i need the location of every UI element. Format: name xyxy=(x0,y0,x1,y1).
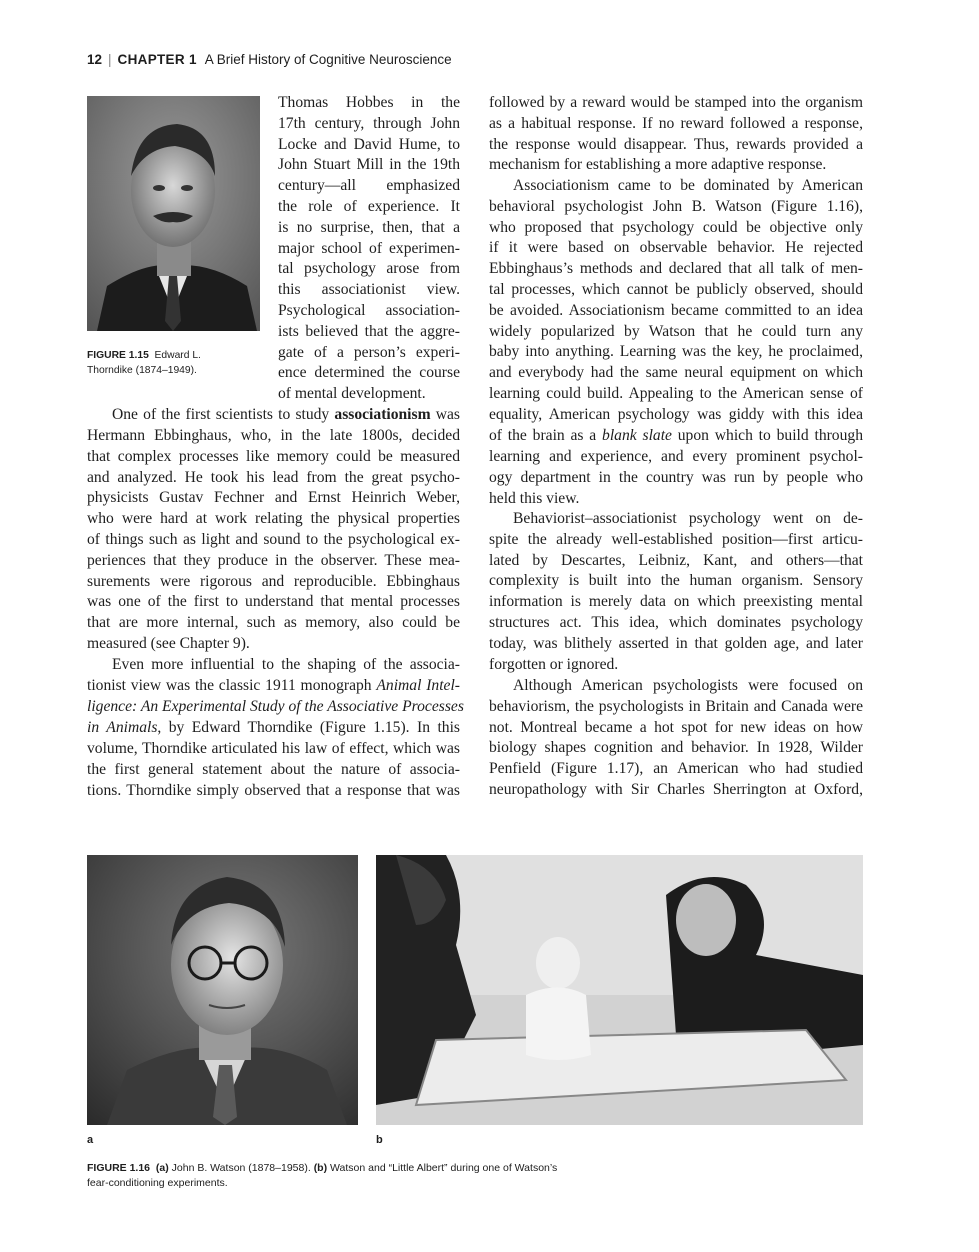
p3-line3 xyxy=(87,697,464,718)
p3-line1: Even more influential to the shaping of the associa- xyxy=(112,656,460,673)
figure-1-16-caption-b-line2: fear-conditioning experiments. xyxy=(87,1177,228,1189)
figure-1-15-label: FIGURE 1.15 xyxy=(87,350,149,361)
text-line: spite the already well-established position—first articu- xyxy=(489,530,863,548)
figure-1-15-caption-line1: Edward L. xyxy=(154,350,201,361)
text-line: held this view. xyxy=(489,489,580,507)
text-line: Associationism came to be dominated by American xyxy=(513,177,863,194)
text-line: and analyzed. He took his lead from the great psycho- xyxy=(87,468,460,486)
text-line: measured (see Chapter 9). xyxy=(87,635,250,652)
figure-1-16-caption xyxy=(87,1161,787,1191)
figure-1-15-caption xyxy=(87,348,262,378)
text-line: major school of experimen- xyxy=(278,239,460,257)
text-line: if it were based on observable behavior. He rejected xyxy=(489,239,863,257)
text-line: Although American psychologists were focused on xyxy=(513,677,863,694)
p3-line4 xyxy=(87,718,460,739)
text-line: today, was blithely asserted in that golden age, and later xyxy=(489,634,863,652)
text-line: the response would disappear. Thus, rewards provided a xyxy=(489,135,863,153)
text-line: that are more internal, such as memory, also could be xyxy=(87,614,460,632)
figure-1-16-label: FIGURE 1.16 xyxy=(87,1162,151,1174)
text-line: gate of a person’s experi- xyxy=(278,343,460,361)
figure-1-16-caption-b-line1: Watson and “Little Albert” during one of Watson’s xyxy=(330,1162,558,1174)
text-line: ists believed that the aggre- xyxy=(278,322,460,340)
right-p2-em-line xyxy=(489,426,863,447)
chapter-title: A Brief History of Cognitive Neuroscience xyxy=(204,52,452,67)
text-line: followed by a reward would be stamped into the organism xyxy=(489,94,863,111)
text-line: of things such as light and sound to the psychological ex- xyxy=(87,531,460,548)
text-line: neuropathology with Sir Charles Sherrington at Oxford, xyxy=(489,781,863,798)
p2-first-line xyxy=(112,405,460,426)
text-line: Locke and David Hume, to xyxy=(278,135,460,153)
figure-1-16b-photo xyxy=(376,855,863,1125)
text-line: Thomas Hobbes in the xyxy=(278,94,460,111)
book-title-part3: in Animals xyxy=(87,719,158,736)
page-number: 12 xyxy=(87,52,103,67)
text-line: ogy department in the country was run by people who xyxy=(489,468,863,486)
text-line: behaviorism, the psychologists in Britain and Canada were xyxy=(489,697,863,715)
text-line: as a habitual response. If no reward followed a response, xyxy=(489,114,863,132)
p2-first-post: was xyxy=(430,406,460,423)
header-separator: | xyxy=(108,52,112,67)
text-line: volume, Thorndike articulated his law of effect, which was xyxy=(87,740,460,757)
p3-line4-post: , by Edward Thorndike (Figure 1.15). In this xyxy=(157,719,460,736)
p3-line2 xyxy=(87,676,460,697)
text-line: biology shapes cognition and behavior. In 1928, Wilder xyxy=(489,739,863,757)
text-line: be avoided. Associationism became committed to an idea xyxy=(489,301,863,319)
text-line: Hermann Ebbinghaus, who, in the late 1800s, decided xyxy=(87,427,460,444)
text-line: John Stuart Mill in the 19th xyxy=(278,156,460,174)
text-line: the first general statement about the nature of associa- xyxy=(87,760,460,778)
text-line: equality, American psychology was giddy with this idea xyxy=(489,405,863,423)
text-line: tions. Thorndike simply observed that a response that was xyxy=(87,781,460,799)
text-line: the role of experience. It xyxy=(278,198,460,215)
text-line: forgotten or ignored. xyxy=(489,655,619,673)
text-line: periences that they produce in the observer. These mea- xyxy=(87,551,460,569)
text-line: was one of the first to understand that mental processes xyxy=(87,593,460,611)
text-line: Penfield (Figure 1.17), an American who had studied xyxy=(489,760,863,778)
text-line: Ebbinghaus’s methods and declared that all talk of men- xyxy=(489,260,863,278)
text-line: ence determined the course xyxy=(278,364,460,382)
text-line: and everybody had the same neural equipment on which xyxy=(489,364,863,382)
text-line: who were hard at work relating the physical properties xyxy=(87,510,460,528)
term-blank-slate: blank slate xyxy=(602,427,672,444)
text-line: baby into anything. Learning was the key, he proclaimed, xyxy=(489,343,863,361)
running-header xyxy=(87,52,452,72)
figure-1-16a-photo xyxy=(87,855,358,1125)
text-line: surements were rigorous and reproducible. Ebbinghaus xyxy=(87,572,460,590)
figure-1-15-caption-line2: Thorndike (1874–1949). xyxy=(87,365,197,376)
right-p2-em-post: upon which to build through xyxy=(671,427,863,444)
text-line: not. Montreal became a hot spot for new ideas on how xyxy=(489,718,863,736)
text-line: who proposed that psychology could be objective only xyxy=(489,218,863,236)
text-line: learning and experience, and every prominent psychol- xyxy=(489,448,863,465)
text-line: 17th century, through John xyxy=(278,114,460,132)
right-p2-em-pre: of the brain as a xyxy=(489,427,603,444)
book-title-part2: ligence: An Experimental Study of the Associative Processes xyxy=(87,698,464,715)
figure-1-16-caption-b-label: (b) xyxy=(313,1162,328,1174)
text-line: complexity is built into the human organism. Sensory xyxy=(489,572,863,590)
text-line: behavioral psychologist John B. Watson (Figure 1.16), xyxy=(489,197,863,215)
chapter-label: CHAPTER 1 xyxy=(117,52,197,67)
text-line: that complex processes like memory could be measured xyxy=(87,447,460,465)
figure-1-16-panel-a-letter: a xyxy=(87,1134,94,1146)
text-line: information is merely data on which preexisting mental xyxy=(489,593,863,611)
text-line: Behaviorist–associationist psychology went on de- xyxy=(513,510,863,527)
figure-1-15-photo xyxy=(87,96,260,331)
text-line: physicists Gustav Fechner and Ernst Heinrich Weber, xyxy=(87,489,460,507)
text-line: this associationist view. xyxy=(278,281,460,299)
text-line: century—all emphasized xyxy=(278,177,460,195)
text-line: learning could build. Appealing to the American sense of xyxy=(489,385,863,402)
figure-1-16-caption-a: John B. Watson (1878–1958). xyxy=(171,1162,311,1174)
text-line: structures act. This idea, which dominates psychology xyxy=(489,614,863,631)
figure-1-16-panel-b-letter: b xyxy=(376,1134,383,1146)
text-line: Psychological association- xyxy=(278,302,460,319)
text-line: is no surprise, then, that a xyxy=(278,218,460,236)
book-title-part1: Animal Intel- xyxy=(376,677,461,694)
term-associationism: associationism xyxy=(334,406,431,423)
p2-first-pre: One of the first scientists to study xyxy=(112,406,335,423)
text-line: tal psychology arose from xyxy=(278,260,460,278)
text-line: lated by Descartes, Leibniz, Kant, and others—that xyxy=(489,551,863,569)
text-line: tal processes, which cannot be publicly observed, should xyxy=(489,281,863,298)
text-line: of mental development. xyxy=(278,385,426,403)
p3-line2-pre: tionist view was the classic 1911 monograph xyxy=(87,677,377,694)
text-line: widely popularized by Watson that he could turn any xyxy=(489,322,863,340)
figure-1-16-caption-a-label: (a) xyxy=(155,1162,169,1174)
text-line: mechanism for establishing a more adaptive response. xyxy=(489,156,827,174)
